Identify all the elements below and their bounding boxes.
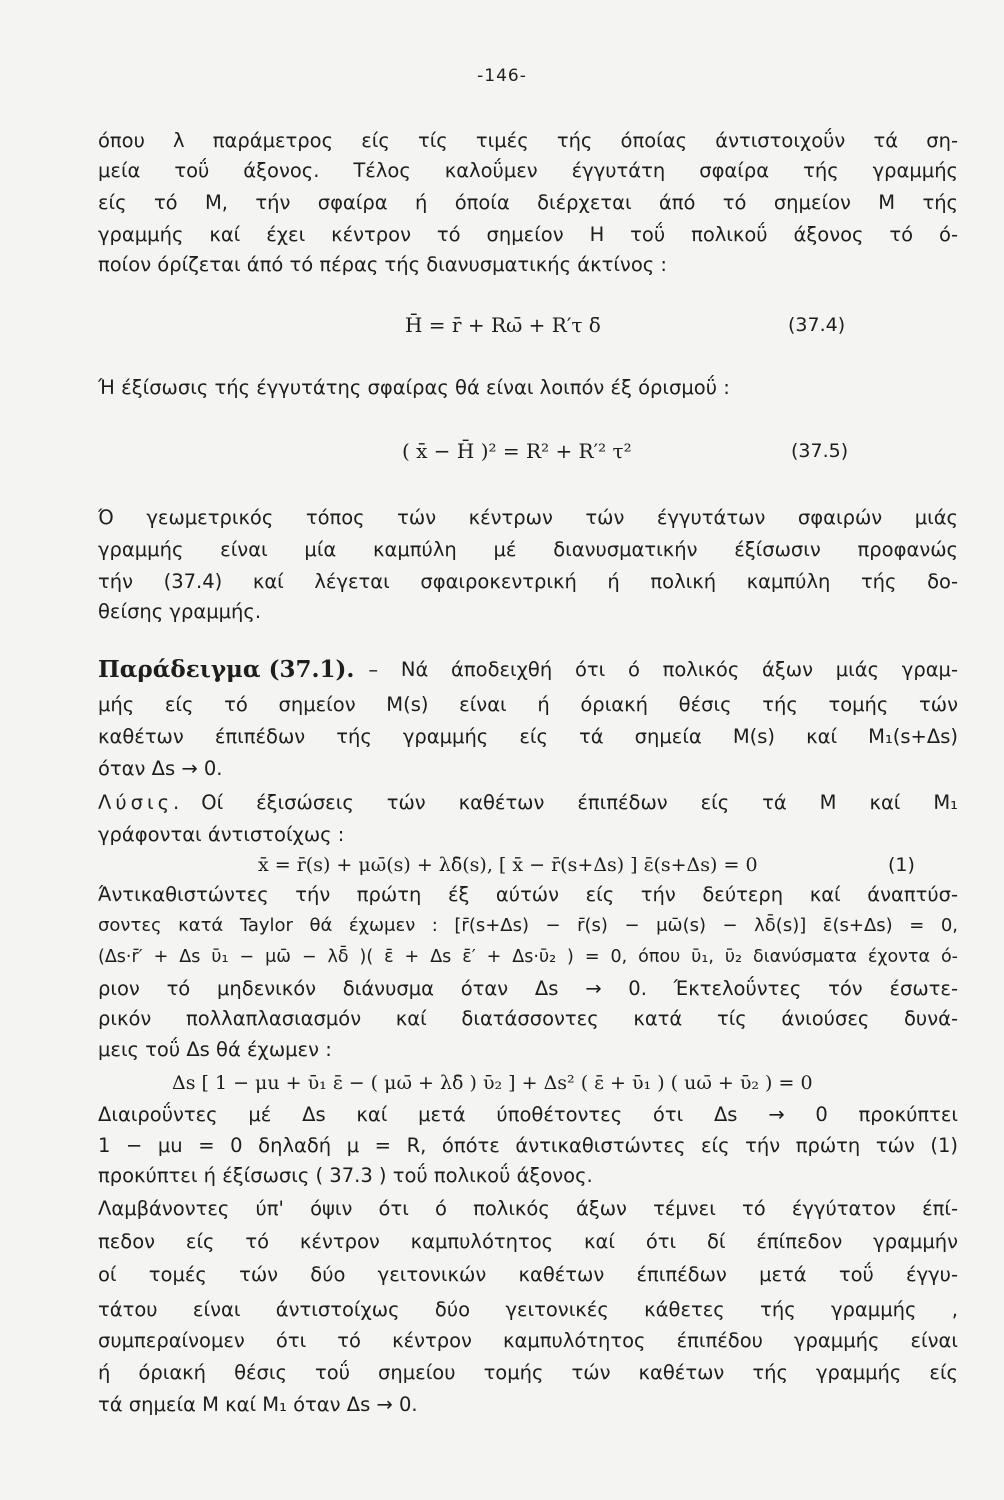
text-line: είς τό Μ, τήν σφαίρα ή όποία διέρχεται άπό τό σημείον Μ τής <box>98 191 958 214</box>
text-line: οί τομές τών δύο γειτονικών καθέτων έπιπέδων μετά τοΰ έγγυ- <box>98 1263 958 1286</box>
equation-37-5: ( x̄ − H̄ )² = R² + R′² τ² <box>402 439 632 463</box>
text-line: – Νά άποδειχθή ότι ό πολικός άξων μιάς γραμ- <box>368 658 958 681</box>
text-line: ποίον όρίζεται άπό τό πέρας τής διανυσματικής άκτίνος : <box>98 253 667 276</box>
text-line: Λαμβάνοντες ύπ' όψιν ότι ό πολικός άξων τέμνει τό έγγύτατον έπί- <box>98 1197 958 1220</box>
example-heading-line <box>98 657 958 683</box>
equation-number: (37.4) <box>788 314 846 336</box>
text-line: Ό γεωμετρικός τόπος τών κέντρων τών έγγυτάτων σφαιρών μιάς <box>98 506 958 529</box>
equation-expansion: Δs [ 1 − μu + ῡ₁ ε̄ − ( μω̄ + λδ̄ ) ῡ₂ ] + Δs² ( ε̄ + ῡ₁ ) ( uω̄ + ῡ₂ ) = 0 <box>172 1072 813 1094</box>
text-line: 1 − μu = 0 δηλαδή μ = R, όπότε άντικαθιστώντες είς τήν πρώτη τών (1) <box>98 1134 958 1157</box>
text-line: γραμμής είναι μία καμπύλη μέ διανυσματικήν έξίσωσιν προφανώς <box>98 538 958 561</box>
text-line: τήν (37.4) καί λέγεται σφαιροκεντρική ή πολική καμπύλη τής δο- <box>98 570 958 593</box>
text-line: ρικόν πολλαπλασιασμόν καί διατάσσοντες κατά τίς άνιούσες δυνά- <box>98 1007 958 1030</box>
text-line: Διαιροΰντες μέ Δs καί μετά ύποθέτοντες ότι Δs → 0 προκύπτει <box>98 1103 958 1126</box>
text-line: συμπεραίνομεν ότι τό κέντρον καμπυλότητος έπιπέδου γραμμής είναι <box>98 1329 958 1352</box>
text-line: ή όριακή θέσις τοΰ σημείου τομής τών καθέτων τής γραμμής είς <box>98 1361 958 1384</box>
text-line: θείσης γραμμής. <box>98 600 262 623</box>
text-line: γραμμής καί έχει κέντρον τό σημείον H τοΰ πολικοΰ άξονος τό ό- <box>98 223 958 246</box>
text-line: όπου λ παράμετρος είς τίς τιμές τής όποίας άντιστοιχοΰν τά ση- <box>98 129 958 152</box>
example-heading: Παράδειγμα (37.1). <box>98 657 355 683</box>
text-line: γράφονται άντιστοίχως : <box>98 823 345 846</box>
equation-37-4: H̄ = r̄ + Rω̄ + R′τ δ̄ <box>405 313 601 337</box>
text-line: Οί έξισώσεις τών καθέτων έπιπέδων είς τά Μ καί Μ₁ <box>201 791 958 814</box>
text-line: μεις τοΰ Δs θά έχωμεν : <box>98 1038 332 1061</box>
text-line: τάτου είναι άντιστοίχως δύο γειτονικές κάθετες τής γραμμής , <box>98 1298 958 1321</box>
text-line: (Δs·r̄′ + Δs ῡ₁ − μω̄ − λδ̄ )( ε̄ + Δs ε̄′ + Δs·ῡ₂ ) = 0, όπου ῡ₁, ῡ₂ διανύσματα έχοντα ό- <box>98 947 958 967</box>
equation-number: (1) <box>888 854 915 876</box>
text-line: ριον τό μηδενικόν διάνυσμα όταν Δs → 0. Έκτελοΰντες τόν έσωτε- <box>98 977 958 1000</box>
equation-number: (37.5) <box>791 440 849 462</box>
text-line: όταν Δs → 0. <box>98 757 223 780</box>
solution-label: Λύσις. <box>98 791 184 814</box>
text-line: τά σημεία Μ καί Μ₁ όταν Δs → 0. <box>98 1393 418 1416</box>
solution-first-line <box>98 790 958 816</box>
text-line: μής είς τό σημείον Μ(s) είναι ή όριακή θέσις τής τομής τών <box>98 693 958 716</box>
text-line: Ή έξίσωσις τής έγγυτάτης σφαίρας θά είναι λοιπόν έξ όρισμοΰ : <box>98 376 730 399</box>
text-line: μεία τοΰ άξονος. Τέλος καλοΰμεν έγγυτάτη σφαίρα τής γραμμής <box>98 159 958 182</box>
text-line: πεδον είς τό κέντρον καμπυλότητος καί ότι δί έπίπεδον γραμμήν <box>98 1230 958 1253</box>
page-number: -146- <box>477 66 527 86</box>
text-line: Άντικαθιστώντες τήν πρώτη έξ αύτών είς τήν δεύτερη καί άναπτύσ- <box>98 883 958 906</box>
text-line: σοντες κατά Taylor θά έχωμεν : [r̄(s+Δs) − r̄(s) − μω̄(s) − λδ̄(s)] ε̄(s+Δs) = 0, <box>98 915 958 936</box>
text-line: καθέτων έπιπέδων τής γραμμής είς τά σημεία Μ(s) καί Μ₁(s+Δs) <box>98 725 958 748</box>
text-line: προκύπτει ή έξίσωσις ( 37.3 ) τοΰ πολικοΰ άξονος. <box>98 1164 593 1187</box>
equation-planes: x̄ = r̄(s) + μω̄(s) + λδ̄(s), [ x̄ − r̄(s+Δs) ] ε̄(s+Δs) = 0 <box>258 854 758 876</box>
